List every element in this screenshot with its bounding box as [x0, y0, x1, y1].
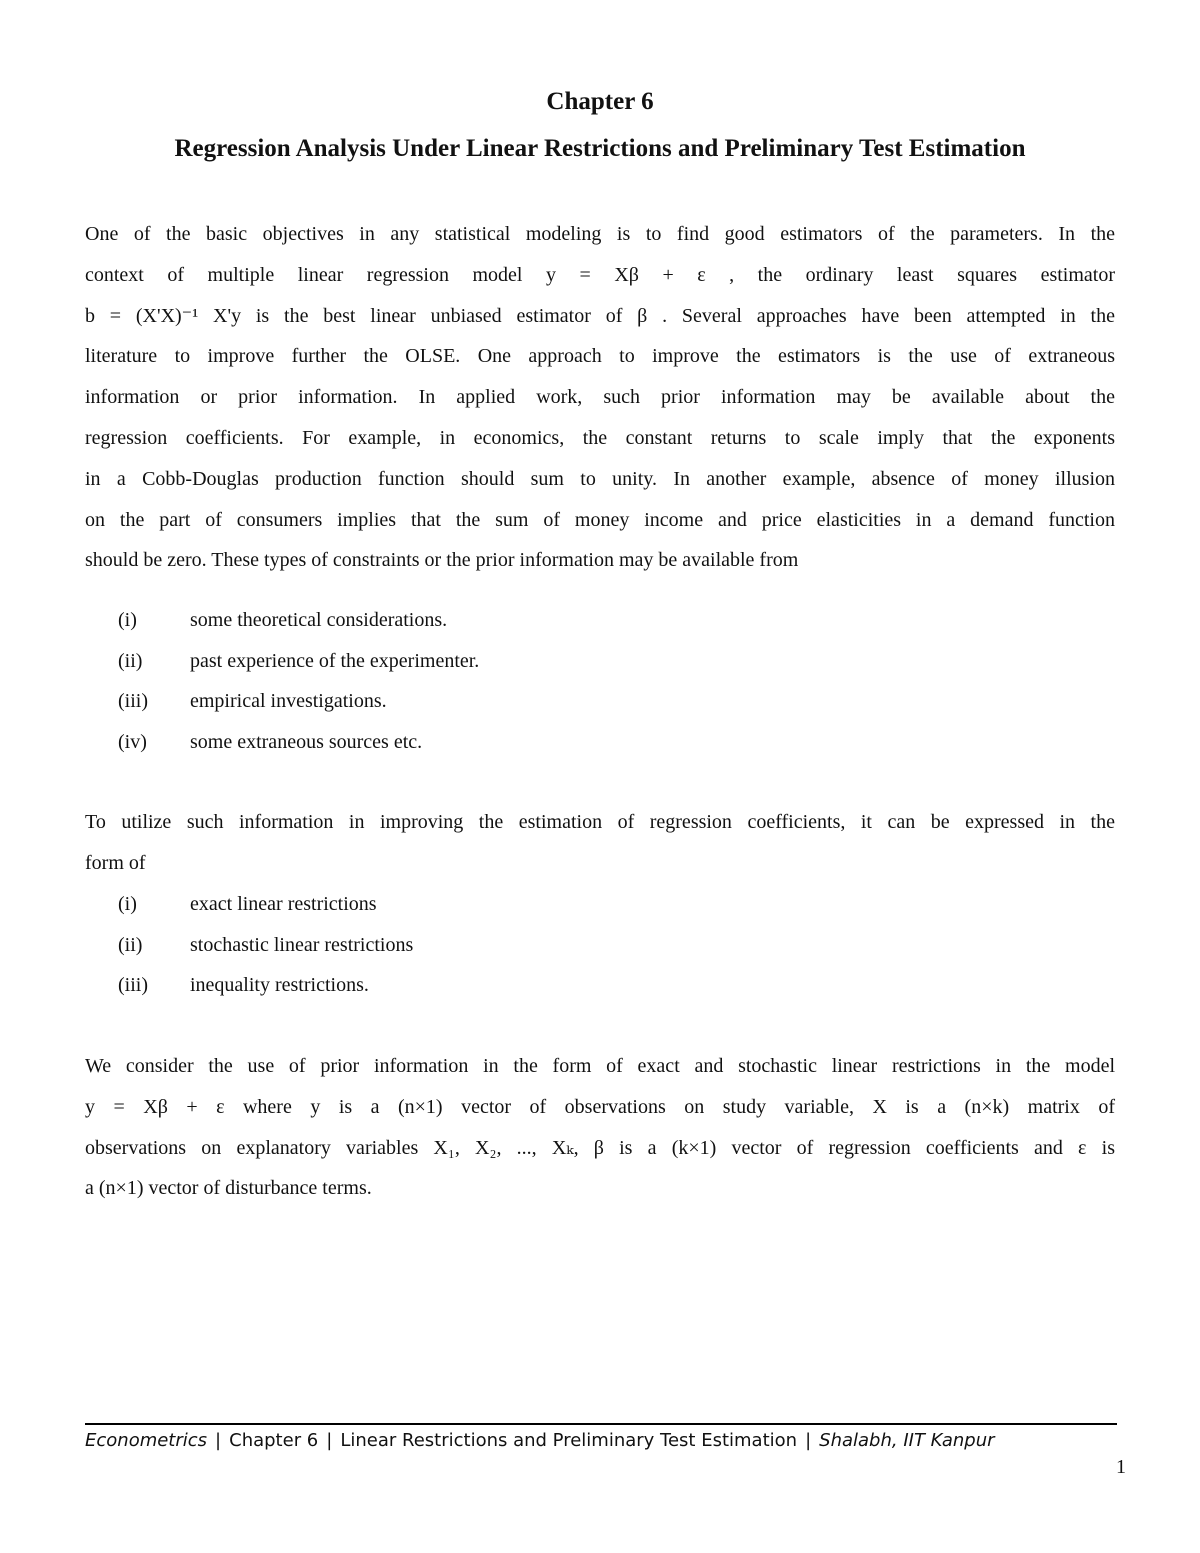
list-marker: (ii): [118, 933, 143, 956]
chapter-title: Regression Analysis Under Linear Restrictions and Preliminary Test Estimation: [174, 135, 1026, 162]
paragraph-line: We consider the use of prior information in the form of exact and stochastic linear restrictions in the model: [85, 1055, 1115, 1077]
list-item: [118, 965, 413, 1006]
paragraph-line: regression coefficients. For example, in economics, the constant returns to scale imply that the exponents: [85, 426, 1115, 449]
prior-information-sources-list: [118, 600, 479, 762]
list-item-text: stochastic linear restrictions: [190, 933, 414, 956]
list-item: [118, 681, 479, 722]
list-item-text: inequality restrictions.: [190, 974, 369, 996]
list-marker: (iii): [118, 690, 148, 712]
list-item: [118, 925, 413, 966]
list-marker: (i): [118, 609, 137, 631]
footer-topic: Linear Restrictions and Preliminary Test Estimation: [340, 1430, 798, 1451]
list-item-text: past experience of the experimenter.: [190, 649, 480, 672]
paragraph-line: in a Cobb-Douglas production function should sum to unity. In another example, absence of money illusion: [85, 467, 1115, 490]
list-marker: (i): [118, 893, 137, 915]
list-item: [118, 884, 413, 925]
model-paragraph: [85, 1046, 1115, 1209]
footer-separator: |: [805, 1430, 812, 1451]
list-item: [118, 641, 479, 682]
footer-course: Econometrics: [85, 1430, 208, 1451]
list-item: [118, 600, 479, 641]
list-item-text: empirical investigations.: [190, 690, 387, 712]
paragraph-line: b = (X'X)⁻¹ X'y is the best linear unbiased estimator of β . Several approaches have been attempted in the: [85, 304, 1115, 327]
footer-author: Shalabh, IIT Kanpur: [819, 1430, 995, 1451]
paragraph-line: should be zero. These types of constraints or the prior information may be available from: [85, 549, 799, 572]
page-footer: [85, 1430, 1117, 1451]
footer-separator: |: [215, 1430, 222, 1451]
list-marker: (iv): [118, 730, 147, 753]
footer-divider: [85, 1423, 1117, 1425]
list-item: [118, 722, 479, 763]
paragraph-line: form of: [85, 851, 146, 874]
paragraph-line: on the part of consumers implies that the sum of money income and price elasticities in a demand function: [85, 508, 1115, 531]
footer-separator: |: [326, 1430, 333, 1451]
list-marker: (ii): [118, 649, 143, 672]
list-marker: (iii): [118, 974, 148, 996]
restriction-forms-list: [118, 884, 413, 1006]
paragraph-line: a (n×1) vector of disturbance terms.: [85, 1177, 372, 1200]
paragraph-line: context of multiple linear regression model y = Xβ + ε , the ordinary least squares estimator: [85, 263, 1115, 286]
paragraph-line: y = Xβ + ε where y is a (n×1) vector of observations on study variable, X is a (n×k) matrix of: [85, 1095, 1115, 1118]
paragraph-line: One of the basic objectives in any statistical modeling is to find good estimators of the parameters. In the: [85, 223, 1115, 245]
paragraph-line: literature to improve further the OLSE. One approach to improve the estimators is the use of extraneous: [85, 345, 1115, 368]
page-number: 1: [1116, 1456, 1126, 1478]
paragraph-line: To utilize such information in improving the estimation of regression coefficients, it can be expressed in the: [85, 811, 1115, 833]
paragraph-line: observations on explanatory variables X₁, X₂, ..., Xₖ, β is a (k×1) vector of regression coefficients and ε is: [85, 1136, 1115, 1159]
intro-paragraph: [85, 214, 1115, 581]
chapter-heading: Chapter 6: [546, 88, 654, 115]
list-item-text: exact linear restrictions: [190, 893, 377, 915]
restriction-forms-paragraph: [85, 802, 1115, 884]
list-item-text: some theoretical considerations.: [190, 609, 448, 631]
footer-chapter: Chapter 6: [229, 1430, 319, 1451]
list-item-text: some extraneous sources etc.: [190, 730, 423, 753]
paragraph-line: information or prior information. In applied work, such prior information may be available about the: [85, 386, 1115, 409]
